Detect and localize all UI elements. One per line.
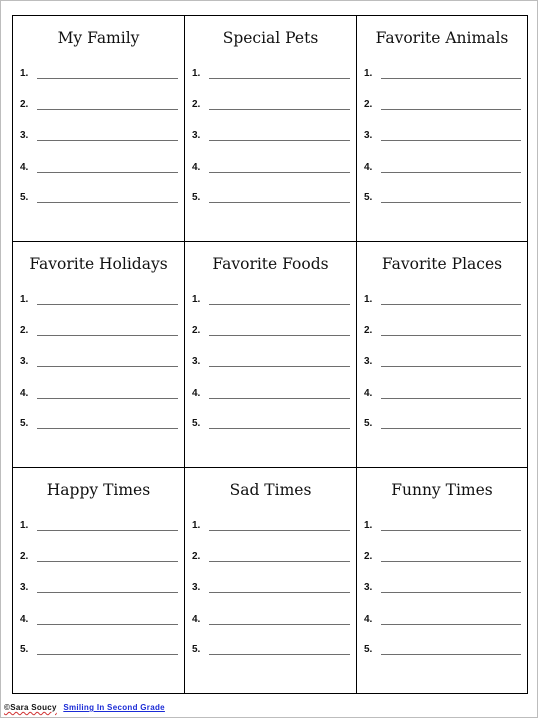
- answer-line[interactable]: [20, 99, 178, 113]
- line-number: 5.: [20, 644, 29, 655]
- blank-line[interactable]: [37, 304, 178, 305]
- section-title: Favorite Foods: [212, 255, 329, 273]
- section-favorite-places: [357, 242, 527, 468]
- answer-line[interactable]: [364, 162, 521, 176]
- line-number: 5.: [364, 644, 373, 655]
- blank-line[interactable]: [381, 530, 521, 531]
- line-number: 2.: [364, 99, 373, 110]
- answer-line[interactable]: [20, 418, 178, 432]
- answer-line[interactable]: [364, 68, 521, 82]
- answer-line[interactable]: [192, 162, 350, 176]
- blank-line[interactable]: [209, 78, 350, 79]
- blog-link[interactable]: Smiling In Second Grade: [63, 703, 165, 712]
- answer-line[interactable]: [20, 644, 178, 658]
- blank-line[interactable]: [209, 140, 350, 141]
- blank-line[interactable]: [381, 78, 521, 79]
- section-title: Favorite Animals: [375, 29, 509, 47]
- blank-line[interactable]: [381, 366, 521, 367]
- blank-line[interactable]: [209, 561, 350, 562]
- blank-line[interactable]: [381, 654, 521, 655]
- answer-line[interactable]: [364, 551, 521, 565]
- line-number: 5.: [364, 192, 373, 203]
- answer-line[interactable]: [192, 644, 350, 658]
- footer-credit: [4, 703, 165, 712]
- blank-line[interactable]: [37, 335, 178, 336]
- answer-line[interactable]: [364, 99, 521, 113]
- answer-line[interactable]: [364, 418, 521, 432]
- line-number: 5.: [364, 418, 373, 429]
- blank-line[interactable]: [209, 624, 350, 625]
- answer-line[interactable]: [20, 68, 178, 82]
- answer-line[interactable]: [192, 418, 350, 432]
- blank-line[interactable]: [37, 398, 178, 399]
- line-number: 5.: [192, 418, 201, 429]
- line-number: 4.: [364, 388, 373, 399]
- answer-line[interactable]: [364, 388, 521, 402]
- line-number: 2.: [20, 325, 29, 336]
- answer-line[interactable]: [364, 614, 521, 628]
- line-number: 3.: [20, 356, 29, 367]
- section-happy-times: [13, 468, 185, 693]
- answer-line[interactable]: [20, 356, 178, 370]
- line-number: 4.: [20, 614, 29, 625]
- blank-line[interactable]: [37, 366, 178, 367]
- line-number: 1.: [20, 68, 29, 79]
- answer-line[interactable]: [20, 388, 178, 402]
- answer-line[interactable]: [364, 582, 521, 596]
- blank-line[interactable]: [37, 140, 178, 141]
- section-special-pets: [185, 16, 357, 242]
- answer-line[interactable]: [192, 520, 350, 534]
- answer-line[interactable]: [192, 551, 350, 565]
- answer-line[interactable]: [192, 614, 350, 628]
- blank-line[interactable]: [381, 428, 521, 429]
- line-number: 5.: [20, 418, 29, 429]
- line-number: 5.: [192, 644, 201, 655]
- line-number: 1.: [192, 294, 201, 305]
- line-number: 1.: [20, 294, 29, 305]
- line-number: 3.: [192, 130, 201, 141]
- blank-line[interactable]: [37, 530, 178, 531]
- line-number: 3.: [364, 130, 373, 141]
- section-favorite-animals: [357, 16, 527, 242]
- answer-line[interactable]: [192, 582, 350, 596]
- line-number: 4.: [192, 614, 201, 625]
- blank-line[interactable]: [209, 654, 350, 655]
- line-number: 3.: [192, 582, 201, 593]
- line-number: 2.: [192, 325, 201, 336]
- blank-line[interactable]: [381, 398, 521, 399]
- blank-line[interactable]: [37, 561, 178, 562]
- line-number: 3.: [364, 356, 373, 367]
- blank-line[interactable]: [37, 428, 178, 429]
- answer-line[interactable]: [192, 68, 350, 82]
- blank-line[interactable]: [381, 335, 521, 336]
- answer-line[interactable]: [192, 356, 350, 370]
- blank-line[interactable]: [209, 335, 350, 336]
- line-number: 3.: [364, 582, 373, 593]
- answer-line[interactable]: [192, 99, 350, 113]
- line-number: 1.: [364, 68, 373, 79]
- blank-line[interactable]: [381, 561, 521, 562]
- copyright-text: ©Sara Soucy: [4, 703, 57, 712]
- section-title: Funny Times: [391, 481, 493, 499]
- line-number: 4.: [192, 388, 201, 399]
- line-number: 1.: [20, 520, 29, 531]
- line-number: 1.: [364, 294, 373, 305]
- blank-line[interactable]: [209, 428, 350, 429]
- blank-line[interactable]: [209, 366, 350, 367]
- section-favorite-holidays: [13, 242, 185, 468]
- section-funny-times: [357, 468, 527, 693]
- line-number: 2.: [192, 99, 201, 110]
- answer-line[interactable]: [192, 388, 350, 402]
- answer-line[interactable]: [192, 325, 350, 339]
- line-number: 5.: [192, 192, 201, 203]
- topic-grid: [12, 15, 528, 694]
- blank-line[interactable]: [381, 624, 521, 625]
- section-title: Sad Times: [229, 481, 312, 499]
- line-number: 1.: [364, 520, 373, 531]
- blank-line[interactable]: [209, 109, 350, 110]
- answer-line[interactable]: [20, 582, 178, 596]
- section-title: Special Pets: [222, 29, 319, 47]
- section-favorite-foods: [185, 242, 357, 468]
- line-number: 1.: [192, 520, 201, 531]
- answer-line[interactable]: [20, 192, 178, 206]
- blank-line[interactable]: [209, 592, 350, 593]
- blank-line[interactable]: [37, 624, 178, 625]
- blank-line[interactable]: [381, 202, 521, 203]
- blank-line[interactable]: [209, 398, 350, 399]
- section-title: Favorite Places: [381, 255, 503, 273]
- line-number: 2.: [364, 325, 373, 336]
- blank-line[interactable]: [381, 172, 521, 173]
- line-number: 2.: [364, 551, 373, 562]
- line-number: 4.: [364, 162, 373, 173]
- answer-line[interactable]: [20, 130, 178, 144]
- line-number: 2.: [20, 551, 29, 562]
- section-title: My Family: [57, 29, 140, 47]
- line-number: 5.: [20, 192, 29, 203]
- blank-line[interactable]: [37, 592, 178, 593]
- blank-line[interactable]: [209, 530, 350, 531]
- line-number: 4.: [364, 614, 373, 625]
- blank-line[interactable]: [209, 202, 350, 203]
- blank-line[interactable]: [209, 172, 350, 173]
- line-number: 4.: [192, 162, 201, 173]
- answer-line[interactable]: [364, 356, 521, 370]
- line-number: 3.: [20, 582, 29, 593]
- blank-line[interactable]: [381, 140, 521, 141]
- blank-line[interactable]: [37, 172, 178, 173]
- blank-line[interactable]: [381, 109, 521, 110]
- section-title: Favorite Holidays: [29, 255, 168, 273]
- answer-line[interactable]: [20, 294, 178, 308]
- answer-line[interactable]: [20, 551, 178, 565]
- answer-line[interactable]: [192, 130, 350, 144]
- blank-line[interactable]: [381, 304, 521, 305]
- blank-line[interactable]: [37, 109, 178, 110]
- answer-line[interactable]: [364, 294, 521, 308]
- line-number: 4.: [20, 162, 29, 173]
- line-number: 3.: [20, 130, 29, 141]
- line-number: 2.: [192, 551, 201, 562]
- answer-line[interactable]: [364, 325, 521, 339]
- answer-line[interactable]: [20, 614, 178, 628]
- answer-line[interactable]: [20, 325, 178, 339]
- answer-line[interactable]: [364, 130, 521, 144]
- answer-line[interactable]: [20, 520, 178, 534]
- answer-line[interactable]: [20, 162, 178, 176]
- section-sad-times: [185, 468, 357, 693]
- line-number: 2.: [20, 99, 29, 110]
- section-my-family: [13, 16, 185, 242]
- blank-line[interactable]: [381, 592, 521, 593]
- answer-line[interactable]: [364, 520, 521, 534]
- blank-line[interactable]: [209, 304, 350, 305]
- blank-line[interactable]: [37, 202, 178, 203]
- section-title: Happy Times: [46, 481, 151, 499]
- answer-line[interactable]: [192, 294, 350, 308]
- blank-line[interactable]: [37, 654, 178, 655]
- blank-line[interactable]: [37, 78, 178, 79]
- line-number: 4.: [20, 388, 29, 399]
- answer-line[interactable]: [192, 192, 350, 206]
- answer-line[interactable]: [364, 192, 521, 206]
- line-number: 1.: [192, 68, 201, 79]
- line-number: 3.: [192, 356, 201, 367]
- answer-line[interactable]: [364, 644, 521, 658]
